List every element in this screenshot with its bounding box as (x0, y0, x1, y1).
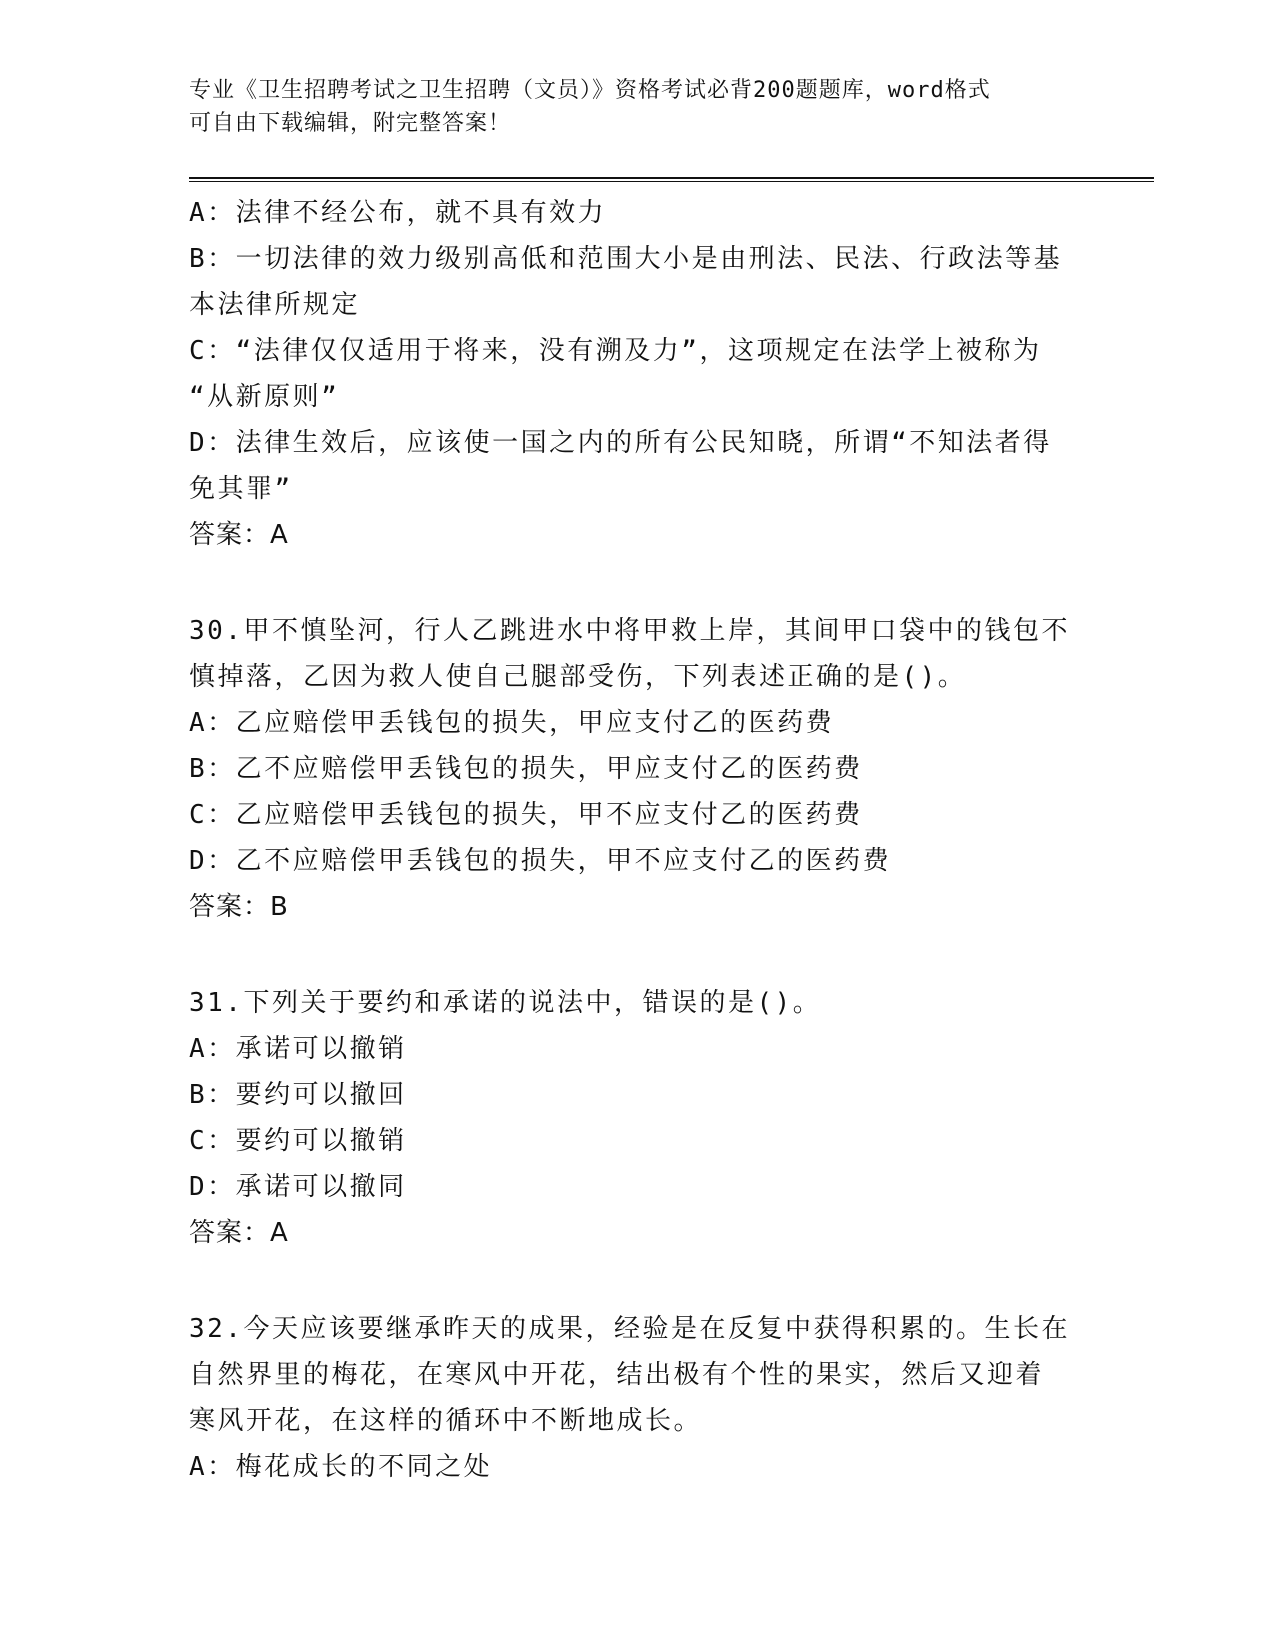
question-stem-continued: 自然界里的梅花，在寒风中开花，结出极有个性的果实，然后又迎着 (189, 1360, 1045, 1390)
question-32 (189, 1306, 1079, 1490)
option-a: A：承诺可以撤销 (189, 1034, 407, 1064)
spacer (189, 558, 1079, 608)
header-title-line-2: 可自由下载编辑，附完整答案！ (189, 111, 512, 136)
option-d: D：乙不应赔偿甲丢钱包的损失，甲不应支付乙的医药费 (189, 846, 892, 876)
answer-label: 答案：B (189, 892, 289, 922)
question-31 (189, 980, 1079, 1256)
question-stem-continued: 慎掉落，乙因为救人使自己腿部受伤，下列表述正确的是()。 (189, 662, 967, 692)
header-title-line-1: 专业《卫生招聘考试之卫生招聘（文员）》资格考试必背200题题库，word格式 (189, 78, 991, 103)
question-stem: 30.甲不慎坠河，行人乙跳进水中将甲救上岸，其间甲口袋中的钱包不 (189, 616, 1070, 646)
question-list (189, 190, 1079, 1490)
option-a: A：法律不经公布，就不具有效力 (189, 198, 607, 228)
option-c-continued: “从新原则” (189, 382, 340, 412)
option-c: C：乙应赔偿甲丢钱包的损失，甲不应支付乙的医药费 (189, 800, 863, 830)
answer-label: 答案：A (189, 1218, 289, 1248)
question-29 (189, 190, 1079, 558)
option-a: A：梅花成长的不同之处 (189, 1452, 493, 1482)
option-b-continued: 本法律所规定 (189, 290, 361, 320)
option-a: A：乙应赔偿甲丢钱包的损失，甲应支付乙的医药费 (189, 708, 835, 738)
option-b: B：要约可以撤回 (189, 1080, 407, 1110)
question-stem-continued: 寒风开花，在这样的循环中不断地成长。 (189, 1406, 703, 1436)
question-stem: 31.下列关于要约和承诺的说法中，错误的是()。 (189, 988, 822, 1018)
option-c: C：要约可以撤销 (189, 1126, 407, 1156)
header-divider (189, 177, 1154, 182)
option-b: B：一切法律的效力级别高低和范围大小是由刑法、民法、行政法等基 (189, 244, 1063, 274)
spacer (189, 1256, 1079, 1306)
option-c: C：“法律仅仅适用于将来，没有溯及力”，这项规定在法学上被称为 (189, 336, 1042, 366)
option-b: B：乙不应赔偿甲丢钱包的损失，甲应支付乙的医药费 (189, 754, 863, 784)
option-d: D：法律生效后，应该使一国之内的所有公民知晓，所谓“不知法者得 (189, 428, 1052, 458)
question-stem: 32.今天应该要继承昨天的成果，经验是在反复中获得积累的。生长在 (189, 1314, 1070, 1344)
question-30 (189, 608, 1079, 930)
option-d-continued: 免其罪” (189, 474, 293, 504)
spacer (189, 930, 1079, 980)
option-d: D：承诺可以撤同 (189, 1172, 407, 1202)
document-header (189, 74, 1069, 140)
answer-label: 答案：A (189, 520, 289, 550)
